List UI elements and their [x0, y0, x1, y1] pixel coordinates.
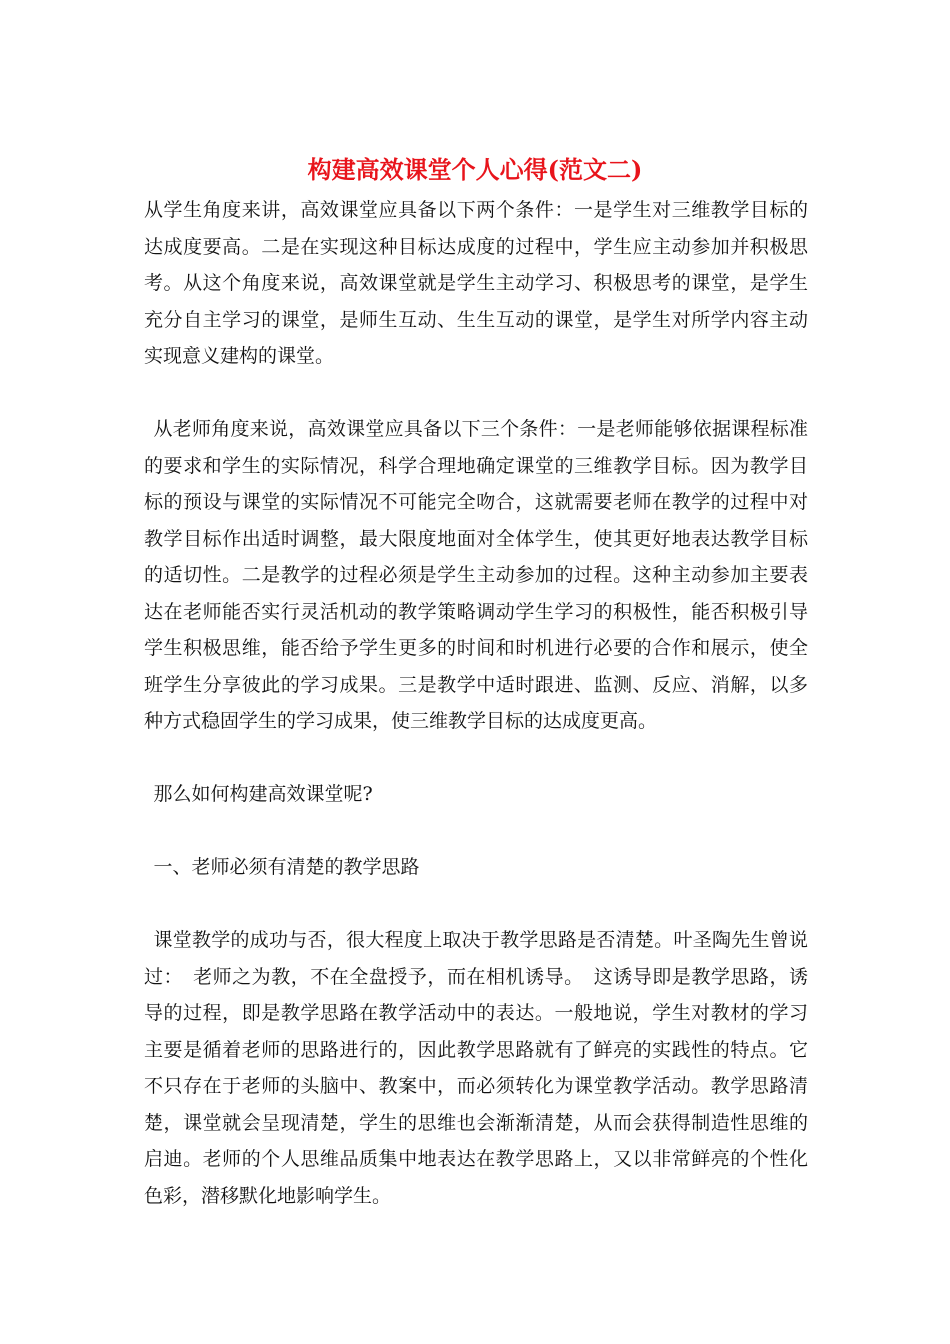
paragraph-teaching-approach: 课堂教学的成功与否，很大程度上取决于教学思路是否清楚。叶圣陶先生曾说过： 老师之为教，不在全盘授予，而在相机诱导。 这诱导即是教学思路，诱导的过程，即是教学思路在教学活动中的表达。一般地说，学生对教材的学习主要是循着老师的思路进行的，因此教学思路就有了鲜亮的实践性的特点。它不只存在于老师的头脑中、教案中，而必须转化为课堂教学活动。教学思路清楚，课堂就会呈现清楚，学生的思维也会渐渐清楚，从而会获得制造性思维的启迪。老师的个人思维品质集中地表达在教学思路上，又以非常鲜亮的个性化色彩，潜移默化地影响学生。 [144, 929, 808, 1207]
paragraph-student-perspective: 从学生角度来讲，高效课堂应具备以下两个条件：一是学生对三维教学目标的达成度要高。二是在实现这种目标达成度的过程中，学生应主动参加并积极思考。从这个角度来说，高效课堂就是学生主动学习、积极思考的课堂，是学生充分自主学习的课堂，是师生互动、生生互动的课堂，是学生对所学内容主动实现意义建构的课堂。 [144, 199, 808, 367]
paragraph-spacer [144, 886, 808, 923]
document-title: 构建高效课堂个人心得(范文二) [307, 155, 643, 184]
section-heading-1: 一、老师必须有清楚的教学思路 [153, 856, 420, 878]
paragraph-teacher-perspective: 从老师角度来说，高效课堂应具备以下三个条件：一是老师能够依据课程标准的要求和学生的实际情况，科学合理地确定课堂的三维教学目标。因为教学目标的预设与课堂的实际情况不可能完全吻合，这就需要老师在教学的过程中对教学目标作出适时调整，最大限度地面对全体学生，使其更好地表达教学目标的适切性。二是教学的过程必须是学生主动参加的过程。这种主动参加主要表达在老师能否实行灵活机动的教学策略调动学生学习的积极性，能否积极引导学生积极思维，能否给予学生更多的时间和时机进行必要的合作和展示，使全班学生分享彼此的学习成果。三是教学中适时跟进、监测、反应、消解，以多种方式稳固学生的学习成果，使三维教学目标的达成度更高。 [144, 418, 808, 732]
paragraph-spacer [144, 813, 808, 850]
document-body [144, 192, 808, 1214]
paragraph-spacer [144, 375, 808, 412]
paragraph-question: 那么如何构建高效课堂呢? [153, 783, 373, 805]
paragraph-spacer [144, 740, 808, 777]
